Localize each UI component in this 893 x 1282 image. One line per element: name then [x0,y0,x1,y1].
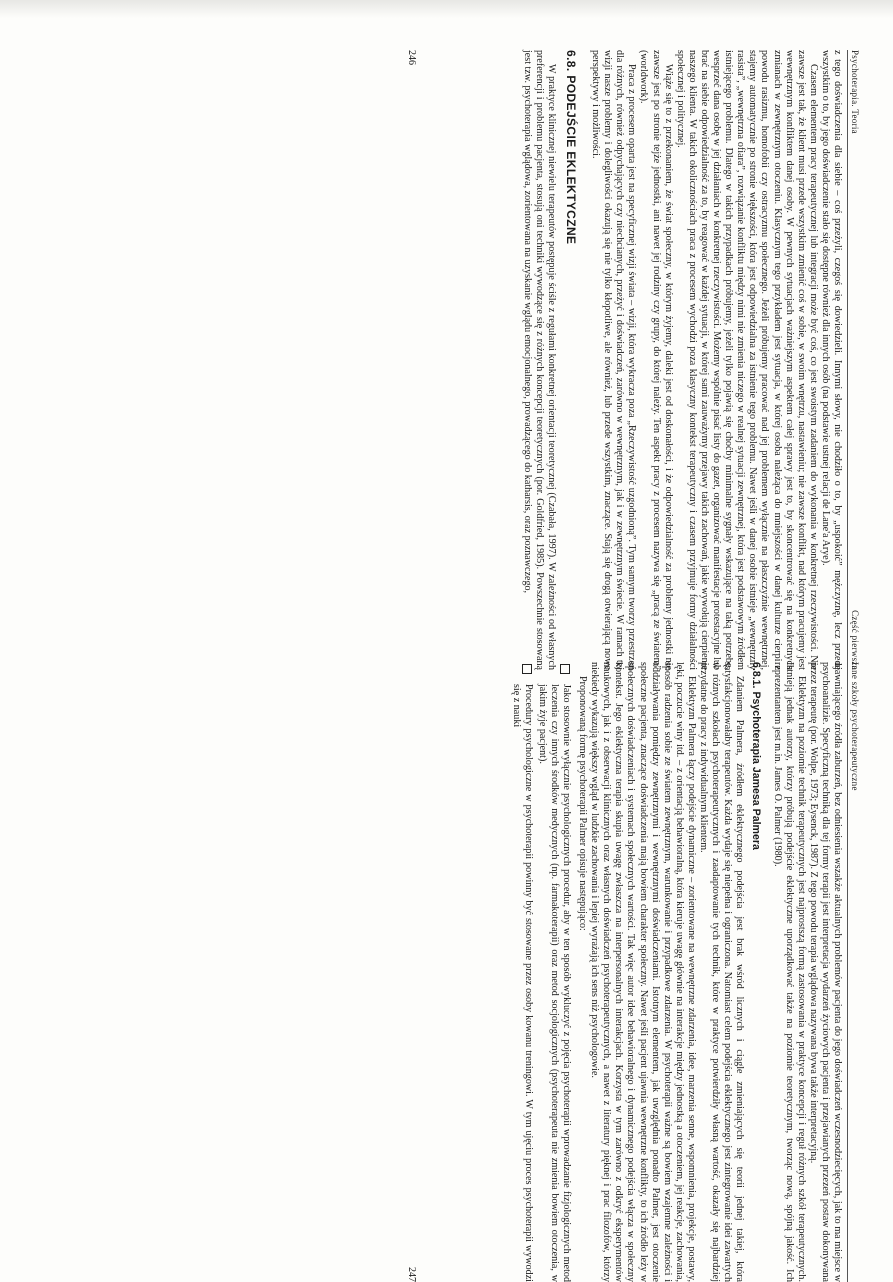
header-left: Psychoterapia. Teoria [850,50,860,134]
header-left: Inne szkoły psychoterapeutyczne [850,662,860,791]
page-number: 246 [406,50,417,65]
bullet-list [510,662,572,1282]
paragraph: ujawniającego źródła zaburzeń, bez odniesienia wszakże aktualnych problemów pacjenta do jego doświadczeń wczesnodziecięcych, jak to ma miejsce w psychoanalizie. Specyficzną techniką dla tej formy terapii jest interpretacja wydarzeń życiowych pacjenta i przejawianych przezeń postaw dokonywana przez terapeutę (por. Wolpe, 1973; Eysenck, 1987). Z tego powodu terapia wglądowa nazywana bywa także interpretacyjną. [807,662,843,1282]
scan-edge [0,0,893,18]
paragraph: Praca z procesem oparta jest na specyficznej wizji świata – wizji, która wykracza poza „Rzeczywistość uzgodnioną”. Tym samym tworzy przestrzeń dla różnych, również odpychających czy niechcianych, przeżyć i doświadczeń, zarówno w wewnętrznym, jak i w zewnętrznym świecie. W ramach tej wizji nasze problemy i dolegliwości okazują się nie tylko kłopotliwe, ale również, lub przede wszystkim, znaczące. Stają się drogą otwierającą nowe perspektywy i możliwości. [590,50,638,670]
paragraph: z tego doświadczenia dla siebie – coś przeżyli, czegoś się dowiedzieli. Innymi słowy, nie chodziło o to, by „uspokoić” mężczyznę, lecz przede wszystkim o to, by jego doświadczenie stało się dostępne również dla innych osób (na podstawie ustnej relacji de Lane'a Arye). [819,50,843,670]
left-body [521,50,843,670]
running-header [847,50,860,670]
page-number: 247 [406,1267,417,1282]
list-item-text: Procedury psychologiczne w psychoterapii powinny być stosowane przez osoby kowanu treningowi. W tym ujęciu proces psychoterapii wywodzi się z nauki [510,684,534,1282]
paragraph: Eklektyzm Palmera łączy podejście dynamiczne – zorientowane na wewnętrzne zdarzenia, idee, marzenia senne, wspomnienia, projekcje, postawy, lęki, poczucie winy itd. – z orientacją behawioralną, która kieruje uwagę głównie na interakcje między jednostką a otoczeniem, jej reakcje, zachowania, sposób radzenia sobie ze światem zewnętrznym, warunkowanie i przypadkowe zdarzenia. W psychoterapii ważne są bowiem wzajemne zależności i oddziaływania pomiędzy zewnętrznymi i wewnętrznymi doświadczeniami. Istotnym elementem, jak uwzględnia ponadto Palmer, jest otoczenie społeczne pacjenta, znaczące doświadczenia mają bowiem charakter społeczny. Nawet jeśli pacjent ujawnia wewnętrzne konflikty, to ich źródło leży w społecznych doświadczeniach i systemach społecznych wartości. Tak więc autor idee behawioralnego i dynamicznego podejścia włącza w społeczny kontekst. Jego eklektyczna terapia skupia uwagę zwłaszcza na interpersonalnych interakcjach. Korzysta w tym zarówno z odkryć eksperymentów naukowych, jak i z obserwacji klinicznych oraz własnych doświadczeń psychoterapeutycznych, a nawet z literatury pięknej i prac filozofów, którzy niekiedy wykazują większy wgląd w ludzkie zachowania i lepiej wyrażają ich sens niż psychologowie. [589,662,697,1282]
section-heading: 6.8. PODEJŚCIE EKLEKTYCZNE [564,50,579,245]
paragraph: W praktyce klinicznej niewielu terapeutów postępuje ściśle z regułami konkretnej orientacji teoretycznej (Czabała, 1997). W zależności od własnych preferencji i problemu pacjenta, stosują oni techniki wywodzące się z różnych koncepcji teoretycznych (por. Goldfried, 1985). Powszechnie stosowaną jest tzw. psychoterapia wglądowa, zorientowana na uzyskanie wglądu emocjonalnego, prowadzącego do katharsis, oraz poznawczego, [521,50,557,670]
header-right: Część pierwsza [850,610,860,670]
paragraph: Zdaniem Palmera, źródłem eklektycznego podejścia jest brak wśród licznych i ciągle zmieniających się teorii jednej takiej, która satysfakcjonowałaby terapeutów. Każda wydaje się niepełna i ograniczona. Natomiast celem podejścia eklektycznego jest zintegrowanie idei zawartych w różnych szkołach psychoterapeutycznych i zaadaptowanie tych technik, które w praktyce potwierdziły własną wartość, okazały się najbardziej przydatne do pracy z indywidualnym klientem. [698,662,746,1282]
left-page [406,50,860,670]
list-item [510,662,534,1282]
running-header [847,662,860,1282]
list-item-text: Jako stosownie wyłącznie psychologicznych procedur, aby w ten sposób wykluczyć z pojęcia psychoterapii wprowadzanie fizjologicznych metod leczenia czy innych środków medycznych (np. farmakoterapii) oraz metod socjologicznych (psychoterapeuta nie zmienia bowiem otoczenia, w jakim żyje pacjent). [536,684,573,1282]
list-item [536,662,572,1282]
checkbox-bullet-icon [522,664,532,674]
paragraph: Eklektyzm na poziomie technik terapeutycznych jest najprostszą formą zastosowania w praktyce koncepcji i reguł różnych szkół terapeutycznych. Istnieją jednak autorzy, którzy próbują podejście eklektyczne uporządkować także na poziomie teoretycznym, tworząc nową, spójną jakość. Ich reprezentantem jest m.in. James O. Palmer (1980). [771,662,807,1282]
paragraph: Proponowaną formę psychoterapii Palmer opisuje następująco: [577,676,589,931]
right-body [510,662,843,1282]
checkbox-bullet-icon [560,664,570,674]
right-page [406,662,860,1282]
paragraph: Czasem elementem pracy terapeutycznej lub integracji może być coś, co jest swoistym zadaniem do wykonania w konkretnej rzeczywistości. Nie zawsze jest tak, że klient musi przede wszystkim zmienić coś w sobie, w swoim wnętrzu, nastawieniu; nie zawsze konflikt, nad którym pracujemy jest wewnętrznym konfliktem danej osoby. W pewnych sytuacjach ważniejszym aspektem całej sprawy jest to, by skoncentrować się na konkretnych zmianach w zewnętrznym otoczeniu. Klasycznym tego przykładem jest sytuacja, w której osoba należąca do mniejszości w danej kulturze cierpi z powodu rasizmu, homofobii czy ostracyzmu społecznego. Jeżeli próbujemy pracować nad jej problemem wyłącznie na płaszczyźnie wewnętrznej, stajemy automatycznie po stronie większości, która jest odpowiedzialna za istnienie tego problemu. Nawet jeśli w danej osobie istnieje „wewnętrzny rasista”, „wewnętrzna ofiara”, rozwiązanie konfliktu między nimi nie zmienia niczego w realnej sytuacji zewnętrznej, która jest podstawowym źródłem istniejącego problemu. Dlatego w takich przypadkach próbujemy, jeżeli tylko pojawią się choćby minimalne sygnały wskazujące na taką potrzebę, wesprzeć dana osobę w jej działaniach w konkretnej rzeczywistości. Możemy wspólnie pisać listy do gazet, organizować manifestacje protestacyjne lub brać na siebie odpowiedzialność za to, by reagować w każdej sytuacji, w której sami zauważymy przejawy takich zachowań, jakie wywołują cierpienie naszego klienta. W takich okolicznościach praca z procesem wychodzi poza klasyczny kontekst terapeutyczny i czasem przyjmuje formy działalności społecznej i politycznej. [674,50,819,670]
subsection-heading: 6.8.1. Psychoterapia Jamesa Palmera [750,662,763,850]
paragraph: Wiąże się to z przekonaniem, że świat społeczny, w którym żyjemy, daleki jest od doskonałości, i że odpowiedzialność za problemy jednostki nie zawsze jest po stronie tejże jednostki, ani nawet jej rodziny czy grupy, do której należy. Ten aspekt pracy z procesem nazywa się „pracą ze światem” (worldwork). [638,50,674,670]
